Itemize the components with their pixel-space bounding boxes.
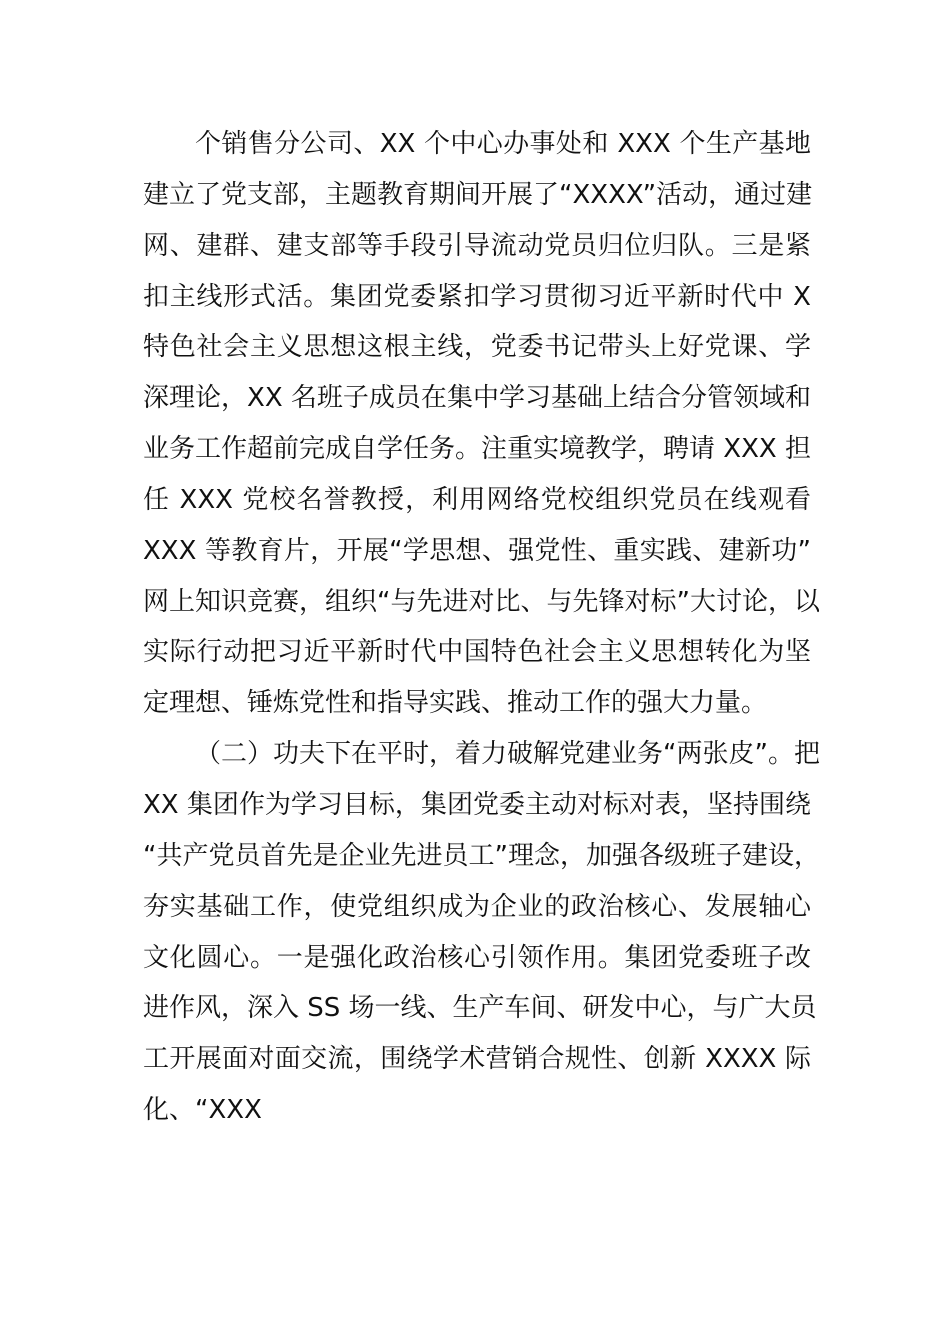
body-text xyxy=(143,124,820,1141)
text-line: 文化圆心。一是强化政治核心引领作用。集团党委班子改 xyxy=(143,942,811,973)
text-line: 网上知识竞赛，组织“与先进对比、与先锋对标”大讨论，以 xyxy=(143,586,820,617)
text-line: 任 XXX 党校名誉教授，利用网络党校组织党员在线观看 xyxy=(143,484,811,515)
text-line: XXX 等教育片，开展“学思想、强党性、重实践、建新功” xyxy=(143,535,811,566)
text-line: “共产党员首先是企业先进员工”理念，加强各级班子建设， xyxy=(143,840,820,871)
text-line: （二）功夫下在平时，着力破解党建业务“两张皮”。把 xyxy=(195,739,820,770)
text-line: XX 集团作为学习目标，集团党委主动对标对表，坚持围绕 xyxy=(143,789,811,820)
text-line: 进作风，深入 SS 场一线、生产车间、研发中心，与广大员 xyxy=(143,993,817,1024)
text-line: 网、建群、建支部等手段引导流动党员归位归队。三是紧 xyxy=(143,230,811,261)
text-line: 特色社会主义思想这根主线，党委书记带头上好党课、学 xyxy=(143,332,811,363)
text-line: 化、“XXX xyxy=(143,1095,262,1126)
text-line: 实际行动把习近平新时代中国特色社会主义思想转化为坚 xyxy=(143,637,811,668)
text-line: 个销售分公司、XX 个中心办事处和 XXX 个生产基地 xyxy=(195,129,811,159)
text-line: 工开展面对面交流，围绕学术营销合规性、创新 XXXX 际 xyxy=(143,1044,811,1075)
text-line: 定理想、锤炼党性和指导实践、推动工作的强大力量。 xyxy=(143,688,768,719)
text-line: 建立了党支部，主题教育期间开展了“XXXX”活动，通过建 xyxy=(143,179,813,210)
text-line: 夯实基础工作，使党组织成为企业的政治核心、发展轴心 xyxy=(143,891,811,922)
text-line: 业务工作超前完成自学任务。注重实境教学，聘请 XXX 担 xyxy=(143,434,811,465)
text-line: 扣主线形式活。集团党委紧扣学习贯彻习近平新时代中 X xyxy=(143,281,811,312)
text-line: 深理论，XX 名班子成员在集中学习基础上结合分管领域和 xyxy=(143,383,811,414)
